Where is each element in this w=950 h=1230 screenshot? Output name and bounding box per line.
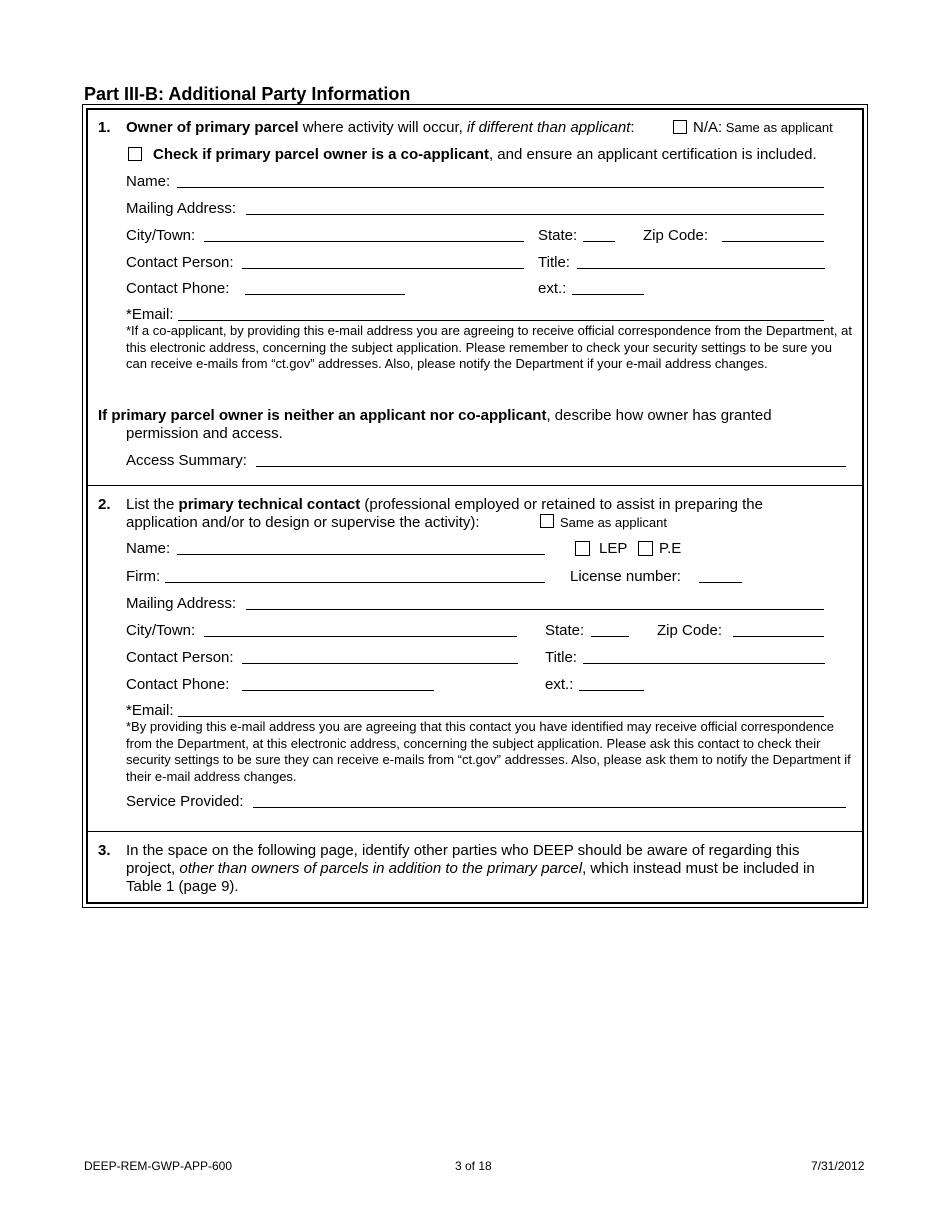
- technical-firm-field[interactable]: [165, 582, 545, 583]
- owner-phone-label: Contact Phone:: [126, 280, 230, 297]
- technical-city-label: City/Town:: [126, 622, 196, 639]
- owner-city-label: City/Town:: [126, 227, 196, 244]
- owner-city-field[interactable]: [204, 241, 524, 242]
- coapplicant-checkbox[interactable]: [128, 147, 142, 161]
- owner-title-label: Title:: [538, 254, 570, 271]
- owner-state-label: State:: [538, 227, 578, 244]
- item2-intro: List the primary technical contact (professional employed or retained to assist in preparing the: [126, 496, 763, 513]
- license-number-field[interactable]: [699, 582, 742, 583]
- owner-email-note: *If a co-applicant, by providing this e-mail address you are agreeing to receive official correspondence from the Department, at this electronic address, concerning the subject application. Please remember to check your security settings to be sure you can receive e-mails from “ct.gov” addresses. Also, please notify the Department if your e-mail address changes.: [126, 323, 852, 371]
- license-number-label: License number:: [570, 568, 681, 585]
- item3-heading: 3.: [98, 842, 111, 859]
- item2-intro-line2: application and/or to design or supervise the activity):: [126, 514, 480, 531]
- service-provided-field[interactable]: [253, 807, 846, 808]
- technical-same-as-applicant-checkbox[interactable]: [540, 514, 554, 528]
- lep-checkbox[interactable]: [575, 541, 590, 556]
- technical-name-field[interactable]: [177, 554, 545, 555]
- owner-zip-label: Zip Code:: [643, 227, 709, 244]
- section-divider-1: [88, 485, 862, 486]
- technical-zip-field[interactable]: [733, 636, 824, 637]
- technical-ext-field[interactable]: [579, 690, 644, 691]
- neither-statement-line2: permission and access.: [126, 425, 283, 442]
- owner-mailing-label: Mailing Address:: [126, 200, 237, 217]
- na-label: N/A: Same as applicant: [693, 119, 833, 136]
- pe-checkbox[interactable]: [638, 541, 653, 556]
- technical-city-field[interactable]: [204, 636, 517, 637]
- technical-same-as-applicant-label: Same as applicant: [560, 515, 667, 530]
- technical-title-field[interactable]: [583, 663, 825, 664]
- technical-state-field[interactable]: [591, 636, 629, 637]
- owner-zip-field[interactable]: [722, 241, 824, 242]
- page-title: Part III-B: Additional Party Information: [84, 84, 411, 104]
- footer-page-number: 3 of 18: [455, 1159, 492, 1173]
- item1-number: 1: [98, 119, 107, 136]
- item3-number: 3: [98, 842, 107, 859]
- section-divider-2: [88, 831, 862, 832]
- service-provided-label: Service Provided:: [126, 793, 244, 810]
- footer-date: 7/31/2012: [811, 1159, 865, 1173]
- technical-title-label: Title:: [545, 649, 577, 666]
- item3-text: In the space on the following page, identify other parties who DEEP should be aware of regarding this project, other than owners of parcels in addition to the primary parcel, which instead must be included in Table 1 (page 9).: [126, 842, 815, 895]
- technical-contact-label: Contact Person:: [126, 649, 234, 666]
- owner-name-label: Name:: [126, 173, 171, 190]
- technical-mailing-label: Mailing Address:: [126, 595, 237, 612]
- owner-title-field[interactable]: [577, 268, 825, 269]
- owner-contact-field[interactable]: [242, 268, 524, 269]
- access-summary-field[interactable]: [256, 466, 846, 467]
- item1-heading: 1.: [98, 119, 111, 136]
- lep-label: LEP: [599, 540, 628, 557]
- access-summary-label: Access Summary:: [126, 452, 247, 469]
- footer-form-id: DEEP-REM-GWP-APP-600: [84, 1159, 233, 1173]
- technical-email-field[interactable]: [178, 716, 824, 717]
- owner-mailing-field[interactable]: [246, 214, 824, 215]
- technical-mailing-field[interactable]: [246, 609, 824, 610]
- owner-state-field[interactable]: [583, 241, 615, 242]
- item2-heading: 2.: [98, 496, 111, 513]
- technical-name-label: Name:: [126, 540, 171, 557]
- technical-phone-field[interactable]: [242, 690, 434, 691]
- owner-ext-field[interactable]: [572, 294, 644, 295]
- item2-number: 2: [98, 496, 107, 513]
- technical-firm-label: Firm:: [126, 568, 161, 585]
- neither-statement: If primary parcel owner is neither an applicant nor co-applicant, describe how owner has granted: [98, 407, 772, 424]
- owner-email-field[interactable]: [178, 320, 824, 321]
- owner-email-label: *Email:: [126, 306, 174, 323]
- technical-phone-label: Contact Phone:: [126, 676, 230, 693]
- technical-email-label: *Email:: [126, 702, 174, 719]
- na-same-as-applicant-checkbox[interactable]: [673, 120, 687, 134]
- technical-email-note: *By providing this e-mail address you are agreeing that this contact you have identified may receive official correspondence from the Department, at this electronic address, concerning the subject application. Please ask this contact to check their security settings to be sure they can receive e-mails from “ct.gov” addresses. Also, please ask them to notify the Department if their e-mail address changes.: [126, 719, 851, 784]
- technical-contact-field[interactable]: [242, 663, 518, 664]
- technical-state-label: State:: [545, 622, 585, 639]
- owner-phone-field[interactable]: [245, 294, 405, 295]
- technical-ext-label: ext.:: [545, 676, 574, 693]
- coapplicant-label: Check if primary parcel owner is a co-applicant, and ensure an applicant certification is included.: [153, 146, 817, 163]
- owner-name-field[interactable]: [177, 187, 824, 188]
- owner-ext-label: ext.:: [538, 280, 567, 297]
- owner-contact-label: Contact Person:: [126, 254, 234, 271]
- item1-intro: Owner of primary parcel where activity will occur, if different than applicant:: [126, 119, 635, 136]
- pe-label: P.E: [659, 540, 682, 557]
- technical-zip-label: Zip Code:: [657, 622, 723, 639]
